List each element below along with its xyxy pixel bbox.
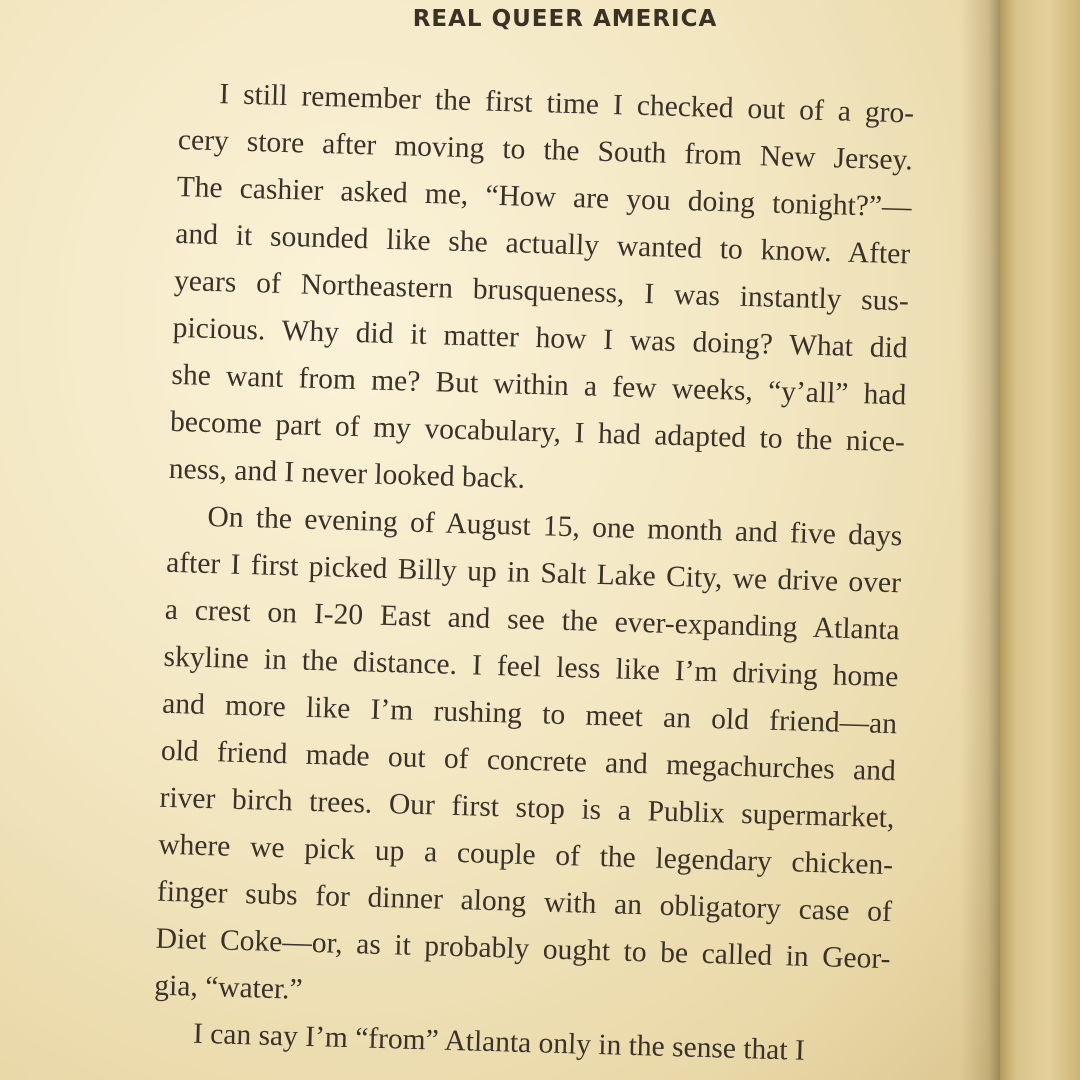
text-line: where we pick up a couple of the legendary chicken- — [157, 828, 894, 882]
text-line: I still remember the first time I checked out of a gro- — [218, 78, 915, 130]
text-line: The cashier asked me, “How are you doing tonight?”— — [176, 170, 912, 224]
text-line: ness, and I never looked back. — [168, 452, 526, 495]
text-line: river birch trees. Our first stop is a Publix supermarket, — [159, 781, 895, 835]
body-text — [152, 70, 914, 1077]
text-line: and more like I’m rushing to meet an old friend—an — [161, 687, 898, 741]
text-line: and it sounded like she actually wanted to know. After — [174, 217, 911, 271]
text-line: On the evening of August 15, one month and five days — [207, 500, 903, 553]
text-line: old friend made out of concrete and megachurches and — [160, 734, 897, 788]
text-line: years of Northeastern brusqueness, I was instantly sus- — [173, 264, 910, 318]
text-line: I can say I’m “from” Atlanta only in the sense that I — [192, 1017, 806, 1067]
text-line: she want from me? But within a few weeks, “y’all” had — [171, 358, 907, 412]
text-line: gia, “water.” — [153, 969, 304, 1006]
text-line: become part of my vocabulary, I had adapted to the nice- — [169, 405, 906, 459]
running-head: REAL QUEER AMERICA — [412, 6, 718, 32]
text-line: finger subs for dinner along with an obligatory case of — [156, 875, 893, 929]
adjacent-page-edge — [1000, 0, 1080, 1080]
text-line: a crest on I-20 East and see the ever-expanding Atlanta — [164, 593, 901, 647]
page-gutter-shadow — [960, 0, 1000, 1080]
text-line: picious. Why did it matter how I was doing? What did — [172, 311, 908, 365]
text-line: after I first picked Billy up in Salt Lake City, we drive over — [165, 546, 902, 600]
text-line: skyline in the distance. I feel less like I’m driving home — [163, 640, 899, 694]
text-line: Diet Coke—or, as it probably ought to be called in Geor- — [155, 922, 891, 976]
text-line: cery store after moving to the South from New Jersey. — [177, 123, 914, 177]
